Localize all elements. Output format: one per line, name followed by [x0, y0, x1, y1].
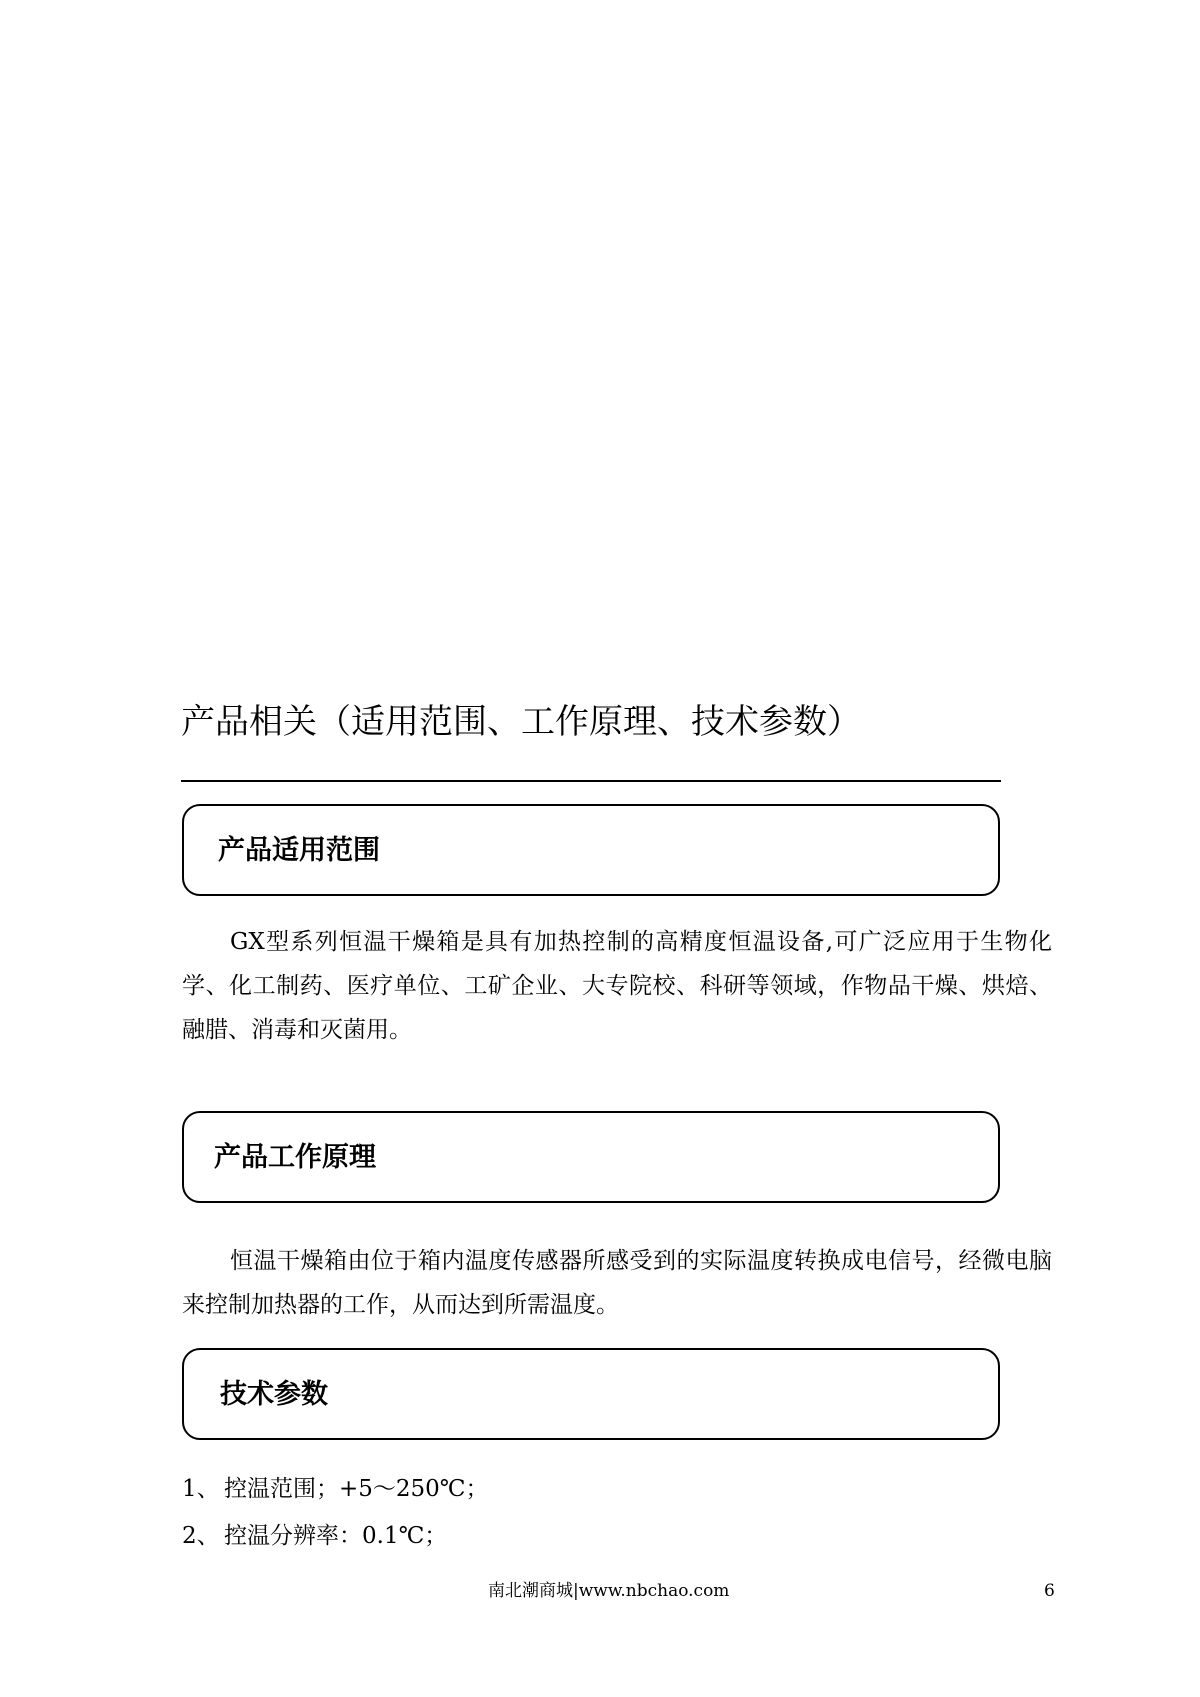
- section-title: 产品相关（适用范围、工作原理、技术参数）: [181, 702, 861, 742]
- footer-site: 南北潮商城|www.nbchao.com: [488, 1581, 730, 1601]
- specs-heading-box: [182, 1348, 1000, 1440]
- principle-paragraph: 恒温干燥箱由位于箱内温度传感器所感受到的实际温度转换成电信号，经微电脑来控制加热器的工作，从而达到所需温度。: [182, 1248, 1052, 1318]
- scope-paragraph: GX型系列恒温干燥箱是具有加热控制的高精度恒温设备,可广泛应用于生物化学、化工制药、医疗单位、工矿企业、大专院校、科研等领域，作物品干燥、烘焙、融腊、消毒和灭菌用。: [182, 929, 1052, 1043]
- spec-item-number: 1、: [182, 1476, 220, 1502]
- principle-heading-box: [182, 1111, 1000, 1203]
- spec-item-text: 控温分辨率：0.1℃；: [224, 1523, 448, 1549]
- title-divider: [181, 780, 1001, 782]
- spec-item-number: 2、: [182, 1523, 220, 1549]
- spec-item-text: 控温范围；+5～250℃；: [224, 1476, 489, 1502]
- page-number: 6: [1044, 1581, 1055, 1601]
- spec-item-1: [182, 1474, 489, 1504]
- scope-heading-box: [182, 804, 1000, 896]
- specs-heading: 技术参数: [220, 1379, 328, 1410]
- principle-heading: 产品工作原理: [214, 1142, 376, 1173]
- spec-item-2: [182, 1521, 447, 1551]
- scope-heading: 产品适用范围: [218, 835, 380, 866]
